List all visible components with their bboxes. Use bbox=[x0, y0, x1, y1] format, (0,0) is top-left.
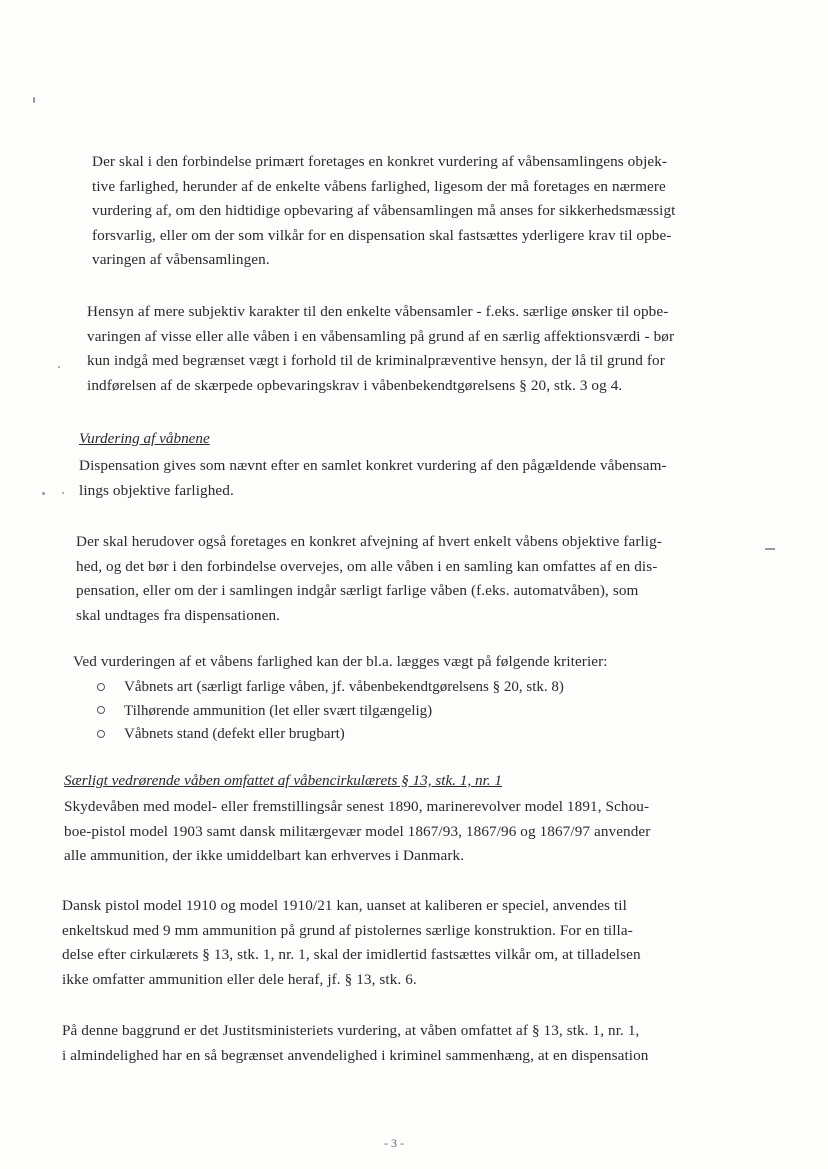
text-line: På denne baggrund er det Justitsministeriets vurdering, at våben omfattet af § 13, stk. 1, nr. 1, bbox=[62, 1022, 640, 1039]
text-line: vurdering af, om den hidtidige opbevaring af våbensamlingen må anses for sikkerhedsmæssigt bbox=[92, 202, 676, 219]
bullet-icon bbox=[97, 683, 105, 691]
text-line: hed, og det bør i den forbindelse overvejes, om alle våben i en samling kan omfattes af en dis- bbox=[76, 557, 658, 575]
text-line: forsvarlig, eller om der som vilkår for en dispensation skal fastsættes yderligere krav til opbe- bbox=[92, 226, 672, 244]
text-line: tive farlighed, herunder af de enkelte våbens farlighed, ligesom der må foretages en nærmere bbox=[92, 177, 666, 195]
criteria-list bbox=[97, 676, 564, 747]
section-heading: Særligt vedrørende våben omfattet af våbencirkulærets § 13, stk. 1, nr. 1 bbox=[64, 772, 502, 789]
text-line: i almindelighed har en så begrænset anvendelighed i kriminel sammenhæng, at en dispensation bbox=[62, 1046, 649, 1064]
text-line: skal undtages fra dispensationen. bbox=[76, 606, 281, 624]
text-line: Hensyn af mere subjektiv karakter til den enkelte våbensamler - f.eks. særlige ønsker til opbe- bbox=[87, 303, 669, 320]
paragraph-7 bbox=[62, 894, 641, 992]
list-item: Tilhørende ammunition (let eller svært tilgængelig) bbox=[97, 700, 564, 724]
scan-speck bbox=[42, 492, 45, 495]
scan-speck bbox=[62, 492, 64, 494]
scan-speck bbox=[58, 366, 60, 368]
section-heading: Vurdering af våbnene bbox=[79, 430, 210, 447]
text-line: Ved vurderingen af et våbens farlighed kan der bl.a. lægges vægt på følgende kriterier: bbox=[73, 653, 608, 670]
paragraph-8 bbox=[62, 1019, 649, 1068]
text-line: Dansk pistol model 1910 og model 1910/21 kan, uanset at kaliberen er speciel, anvendes til bbox=[62, 897, 627, 914]
list-item: Våbnets art (særligt farlige våben, jf. våbenbekendtgørelsens § 20, stk. 8) bbox=[97, 676, 564, 700]
text-line: varingen af våbensamlingen. bbox=[92, 251, 270, 268]
text-line: pensation, eller om der i samlingen indgår særligt farlige våben (f.eks. automatvåben), som bbox=[76, 582, 639, 599]
bullet-icon bbox=[97, 706, 105, 714]
paragraph-1 bbox=[92, 150, 675, 273]
text-line: Der skal herudover også foretages en konkret afvejning af hvert enkelt våbens objektive farlig- bbox=[76, 533, 662, 550]
list-item: Våbnets stand (defekt eller brugbart) bbox=[97, 723, 564, 747]
paragraph-4 bbox=[76, 530, 662, 628]
scan-mark bbox=[765, 548, 775, 550]
margin-mark bbox=[33, 97, 35, 103]
paragraph-6 bbox=[64, 795, 650, 869]
page-number: - 3 - bbox=[384, 1136, 404, 1150]
text-line: ikke omfatter ammunition eller dele heraf, jf. § 13, stk. 6. bbox=[62, 970, 417, 988]
text-line: boe-pistol model 1903 samt dansk militærgevær model 1867/93, 1867/96 og 1867/97 anvender bbox=[64, 822, 651, 840]
paragraph-5 bbox=[73, 650, 608, 675]
text-line: alle ammunition, der ikke umiddelbart kan erhverves i Danmark. bbox=[64, 847, 465, 864]
text-line: enkeltskud med 9 mm ammunition på grund af pistolernes særlige konstruktion. For en tilla- bbox=[62, 921, 633, 939]
paragraph-3 bbox=[79, 454, 667, 503]
text-line: delse efter cirkulærets § 13, stk. 1, nr. 1, skal der imidlertid fastsættes vilkår om, at tilladelsen bbox=[62, 946, 641, 963]
text-line: Dispensation gives som nævnt efter en samlet konkret vurdering af den pågældende våbensam- bbox=[79, 457, 667, 474]
text-line: lings objektive farlighed. bbox=[79, 481, 234, 499]
paragraph-2 bbox=[87, 300, 674, 398]
bullet-icon bbox=[97, 730, 105, 738]
text-line: kun indgå med begrænset vægt i forhold til de kriminalpræventive hensyn, der lå til grund for bbox=[87, 352, 665, 369]
text-line: indførelsen af de skærpede opbevaringskrav i våbenbekendtgørelsens § 20, stk. 3 og 4. bbox=[87, 376, 623, 394]
text-line: varingen af visse eller alle våben i en våbensamling på grund af en særlig affektionsværdi - bør bbox=[87, 327, 675, 345]
text-line: Der skal i den forbindelse primært foretages en konkret vurdering af våbensamlingens objek- bbox=[92, 153, 668, 170]
text-line: Skydevåben med model- eller fremstillingsår senest 1890, marinerevolver model 1891, Schou- bbox=[64, 798, 650, 815]
